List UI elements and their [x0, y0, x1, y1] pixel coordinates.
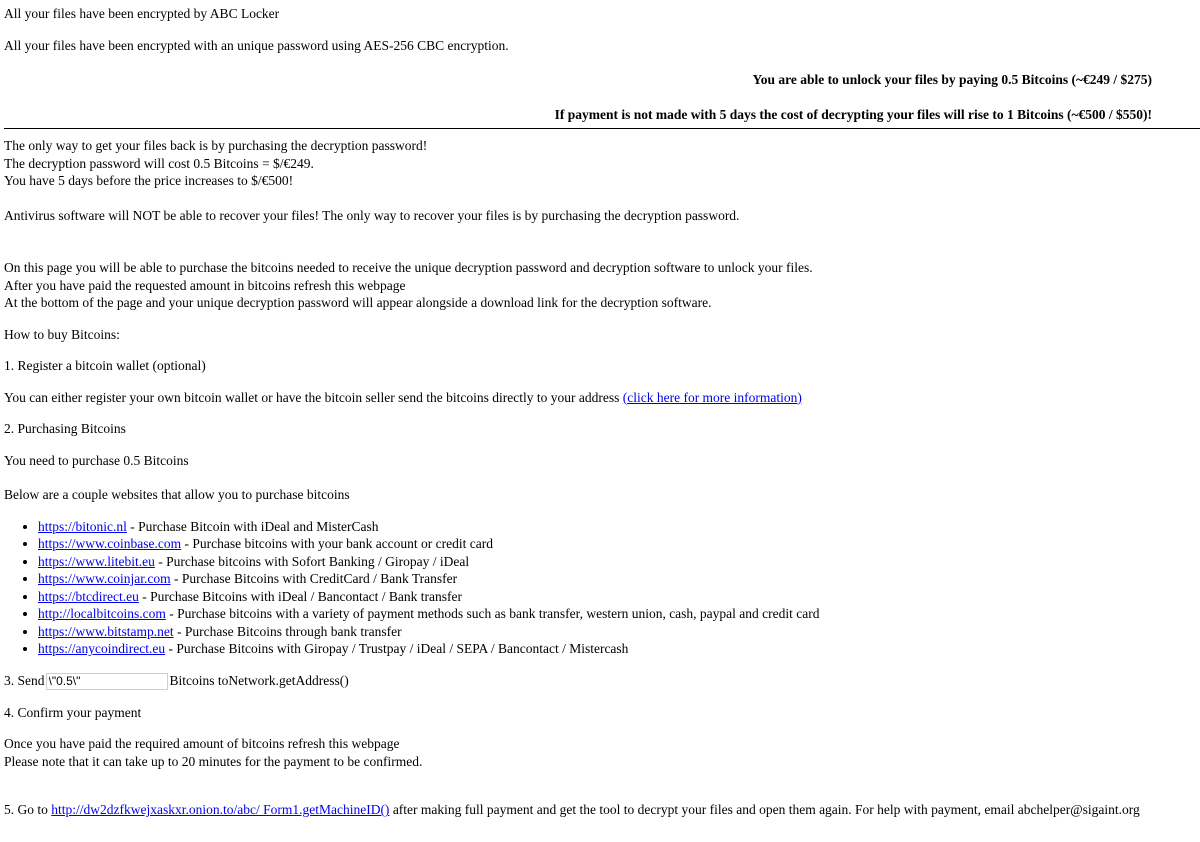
bitcoin-amount-input[interactable] [46, 673, 168, 690]
list-item [38, 518, 1196, 536]
onion-link[interactable]: http://dw2dzfkwejxaskxr.onion.to/abc/ Form1.getMachineID() [51, 802, 390, 818]
intro-line-1: The only way to get your files back is by purchasing the decryption password! [4, 138, 428, 153]
step5-suffix: after making full payment and get the tool to decrypt your files and open them again. For help with payment, email abchelper@sigaint.org [392, 802, 1140, 818]
bitcoin-sites-list [4, 518, 1196, 658]
step4-heading: 4. Confirm your payment [4, 704, 142, 720]
list-item [38, 640, 1196, 658]
page-info-3: At the bottom of the page and your unique decryption password will appear alongside a download link for the decryption software. [4, 295, 712, 310]
site-link[interactable]: http://localbitcoins.com [38, 606, 166, 621]
site-link[interactable]: https://www.bitstamp.net [38, 623, 174, 639]
step1-heading: 1. Register a bitcoin wallet (optional) [4, 358, 206, 373]
site-description: - Purchase Bitcoins through bank transfer [173, 623, 402, 639]
site-link[interactable]: https://btcdirect.eu [38, 588, 139, 604]
page-info-2: After you have paid the requested amount in bitcoins refresh this webpage [4, 277, 406, 293]
step5-prefix: 5. Go to [4, 802, 48, 818]
encryption-notice: All your files have been encrypted with an unique password using AES-256 CBC encryption. [4, 37, 509, 53]
step4-line-2: Please note that it can take up to 20 minutes for the payment to be confirmed. [4, 753, 423, 769]
site-description: - Purchase bitcoins with your bank account or credit card [181, 536, 494, 551]
step3-suffix: Bitcoins toNetwork.getAddress() [169, 672, 349, 688]
list-item [38, 553, 1196, 571]
site-description: - Purchase bitcoins with a variety of payment methods such as bank transfer, western union, cash, paypal and credit card [165, 606, 820, 621]
page-info-1: On this page you will be able to purchase the bitcoins needed to receive the unique decryption password and decryption software to unlock your files. [4, 260, 813, 275]
step2-heading: 2. Purchasing Bitcoins [4, 421, 126, 436]
unlock-price-notice: You are able to unlock your files by paying 0.5 Bitcoins (~€249 / $275) [752, 72, 1152, 87]
step3-prefix: 3. Send [4, 672, 45, 688]
intro-line-3: You have 5 days before the price increases to $/€500! [4, 173, 294, 188]
step1-text [4, 389, 1196, 407]
step5-line [4, 801, 1196, 819]
step2-text: You need to purchase 0.5 Bitcoins [4, 452, 189, 468]
list-item [38, 535, 1196, 553]
site-link[interactable]: https://bitonic.nl [38, 518, 127, 534]
page-title: All your files have been encrypted by ABC Locker [4, 6, 280, 21]
site-link[interactable]: https://anycoindirect.eu [38, 641, 166, 656]
site-link[interactable]: https://www.coinbase.com [38, 536, 182, 551]
howto-heading: How to buy Bitcoins: [4, 326, 120, 342]
list-item [38, 570, 1196, 588]
list-item [38, 605, 1196, 623]
sites-intro: Below are a couple websites that allow you to purchase bitcoins [4, 487, 350, 502]
antivirus-warning: Antivirus software will NOT be able to recover your files! The only way to recover your files is by purchasing the decryption password. [4, 207, 740, 223]
site-description: - Purchase bitcoins with Sofort Banking / Giropay / iDeal [154, 553, 470, 569]
list-item [38, 588, 1196, 606]
step3-line [4, 672, 1196, 690]
site-description: - Purchase Bitcoins with Giropay / Trustpay / iDeal / SEPA / Bancontact / Mistercash [165, 641, 629, 656]
site-description: - Purchase Bitcoins with CreditCard / Bank Transfer [170, 571, 458, 586]
site-description: - Purchase Bitcoins with iDeal / Bancontact / Bank transfer [138, 588, 463, 604]
site-description: - Purchase Bitcoin with iDeal and MisterCash [126, 518, 379, 534]
step4-line-1: Once you have paid the required amount of bitcoins refresh this webpage [4, 736, 400, 752]
site-link[interactable]: https://www.litebit.eu [38, 553, 155, 569]
step1-description: You can either register your own bitcoin wallet or have the bitcoin seller send the bitcoins directly to your address [4, 389, 620, 405]
more-info-link[interactable]: (click here for more information) [622, 389, 802, 405]
price-rise-notice: If payment is not made with 5 days the cost of decrypting your files will rise to 1 Bitcoins (~€500 / $550)! [554, 106, 1152, 122]
list-item [38, 623, 1196, 641]
intro-line-2: The decryption password will cost 0.5 Bitcoins = $/€249. [4, 155, 314, 171]
site-link[interactable]: https://www.coinjar.com [38, 571, 171, 586]
